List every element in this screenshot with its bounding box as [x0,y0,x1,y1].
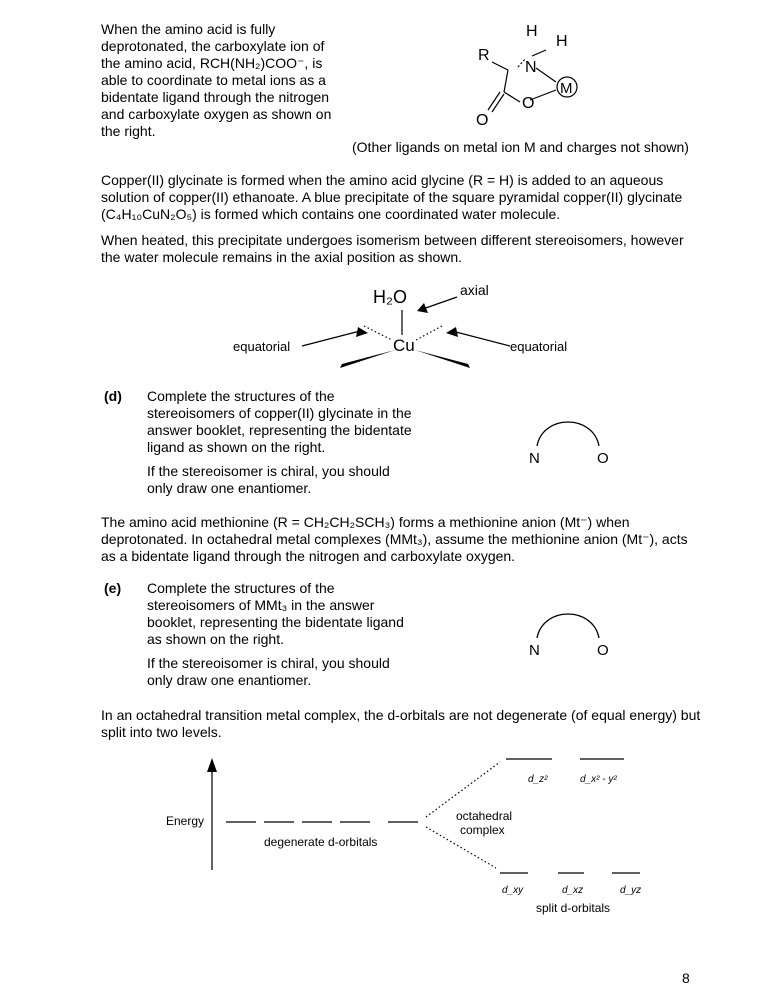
orbitals-paragraph: In an octahedral transition metal complex, the d-orbitals are not degenerate (of equal energy) but split into two levels. [101,707,701,740]
glycinate-paragraph-1: Copper(II) glycinate is formed when the amino acid glycine (R = H) is added to an aqueous solution of copper(II) ethanoate. A blue precipitate of the square pyramidal copper(II) glycinate (C₄H₁₀CuN₂O₅) is formed which contains one coordinated water molecule. [101,172,683,222]
ligand-e-o: O [597,642,609,659]
part-e-chiral-note: If the stereoisomer is chiral, you should only draw one enantiomer. [147,655,390,688]
structure-r: R [478,47,490,64]
part-d-label: (d) [104,388,122,404]
structure-h2: H [556,33,568,50]
methionine-paragraph: The amino acid methionine (R = CH₂CH₂SCH₃) forms a methionine anion (Mt⁻) when deprotonated. In octahedral metal complexes (MMt₃), assume the methionine anion (Mt⁻), acts as a bidentate ligand through the nitrogen and carboxylate oxygen. [101,514,688,564]
equatorial-right-label: equatorial [510,339,568,354]
octahedral-label: octahedral [456,809,513,823]
square-pyramid-diagram [230,280,590,380]
glycinate-paragraph-2: When heated, this precipitate undergoes isomerism between different stereoisomers, however the water molecule remains in the axial position as shown. [101,232,684,265]
ligand-d-o: O [597,450,609,467]
axial-label: axial [460,282,489,298]
water-label: H₂O [373,287,407,307]
energy-label: Energy [166,814,205,828]
structure-h1: H [526,23,538,40]
orbital-dxz: d_xz [562,885,584,896]
orbital-dyz: d_yz [620,885,642,896]
intro-note: (Other ligands on metal ion M and charges not shown) [352,139,689,155]
bidentate-ligand-diagram-e [525,600,625,660]
part-d-text: Complete the structures of the stereoisomers of copper(II) glycinate in the answer booklet, representing the bidentate ligand as shown on the right. [147,388,412,455]
orbital-dx2y2: d_x² - y² [580,774,617,785]
page-number: 8 [682,970,690,986]
structure-o2: O [522,95,535,112]
ligand-e-n: N [529,642,540,659]
part-e-text: Complete the structures of the stereoisomers of MMt₃ in the answer booklet, representing the bidentate ligand as shown on the right. [147,580,404,647]
structure-o1: O [476,112,489,129]
split-label: split d-orbitals [536,901,611,915]
orbital-dxy: d_xy [502,885,524,896]
complex-label: complex [460,823,505,837]
d-orbital-splitting-diagram [160,750,660,920]
ligand-d-n: N [529,450,540,467]
degenerate-label: degenerate d-orbitals [264,835,378,849]
equatorial-left-label: equatorial [233,339,291,354]
cu-label: Cu [393,336,415,355]
part-e-label: (e) [104,580,122,596]
structure-n: N [525,59,537,76]
bidentate-ligand-diagram-d [525,408,625,468]
part-d-chiral-note: If the stereoisomer is chiral, you should only draw one enantiomer. [147,463,390,496]
structure-m: M [560,80,573,97]
amino-acid-chelate-structure [460,20,600,135]
intro-paragraph: When the amino acid is fully deprotonated, the carboxylate ion of the amino acid, RCH(NH₂)COO⁻, is able to coordinate to metal ions as a bidentate ligand through the nitrogen and carboxylate oxygen as shown on the right. [101,21,332,139]
orbital-dz2: d_z² [528,774,548,785]
